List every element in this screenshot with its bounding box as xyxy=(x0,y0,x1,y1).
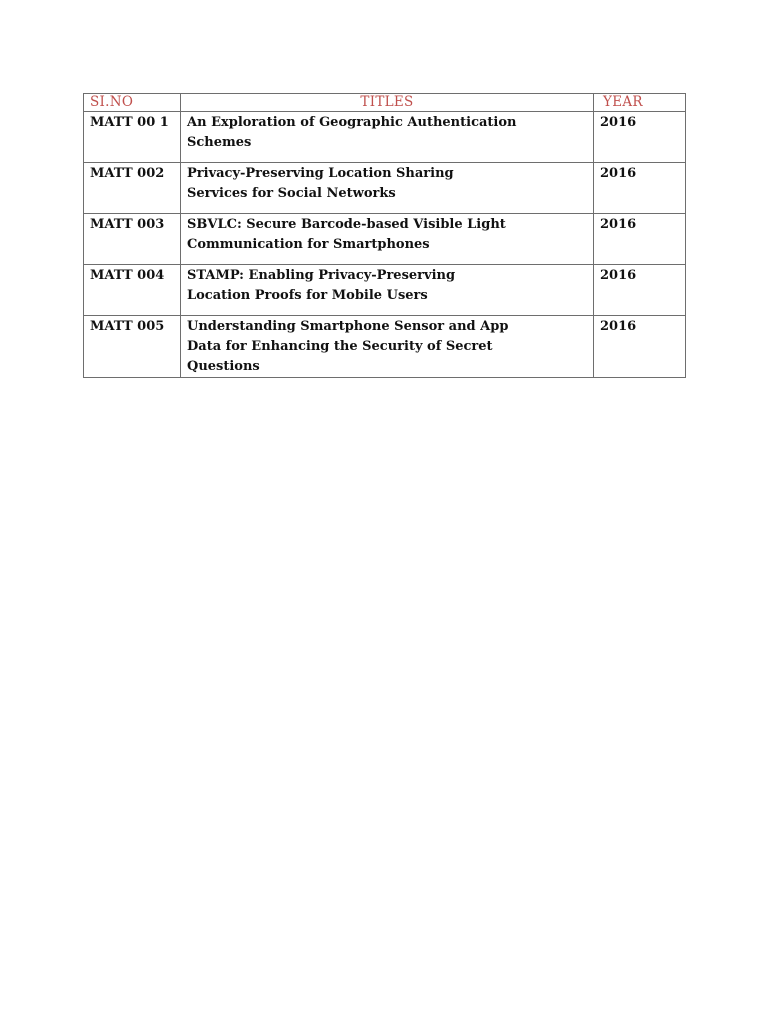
table-row xyxy=(84,265,686,316)
table-row xyxy=(84,163,686,214)
cell-year: 2016 xyxy=(594,163,686,214)
table-row xyxy=(84,112,686,163)
cell-slno: MATT 00 1 xyxy=(84,112,181,163)
cell-slno: MATT 005 xyxy=(84,316,181,378)
cell-title xyxy=(181,316,594,378)
cell-slno: MATT 003 xyxy=(84,214,181,265)
project-titles-table xyxy=(83,93,686,378)
cell-title xyxy=(181,163,594,214)
cell-title-text: STAMP: Enabling Privacy-Preserving Location Proofs for Mobile Users xyxy=(187,268,456,303)
cell-slno: MATT 004 xyxy=(84,265,181,316)
cell-title xyxy=(181,265,594,316)
table-header-row xyxy=(84,94,686,112)
cell-slno: MATT 002 xyxy=(84,163,181,214)
cell-year: 2016 xyxy=(594,112,686,163)
header-year: YEAR xyxy=(594,94,686,112)
cell-year: 2016 xyxy=(594,214,686,265)
cell-year: 2016 xyxy=(594,316,686,378)
cell-title xyxy=(181,214,594,265)
table-row xyxy=(84,316,686,378)
cell-year: 2016 xyxy=(594,265,686,316)
header-titles: TITLES xyxy=(181,94,594,112)
cell-title-text: Privacy-Preserving Location Sharing Services for Social Networks xyxy=(187,166,454,201)
cell-title-text: An Exploration of Geographic Authentication Schemes xyxy=(187,115,517,150)
cell-title xyxy=(181,112,594,163)
table-row xyxy=(84,214,686,265)
cell-title-text: Understanding Smartphone Sensor and App Data for Enhancing the Security of Secret Questions xyxy=(187,319,509,374)
table-header xyxy=(84,94,686,112)
cell-title-text: SBVLC: Secure Barcode-based Visible Light Communication for Smartphones xyxy=(187,217,506,252)
table-body xyxy=(84,112,686,378)
header-slno: SI.NO xyxy=(84,94,181,112)
